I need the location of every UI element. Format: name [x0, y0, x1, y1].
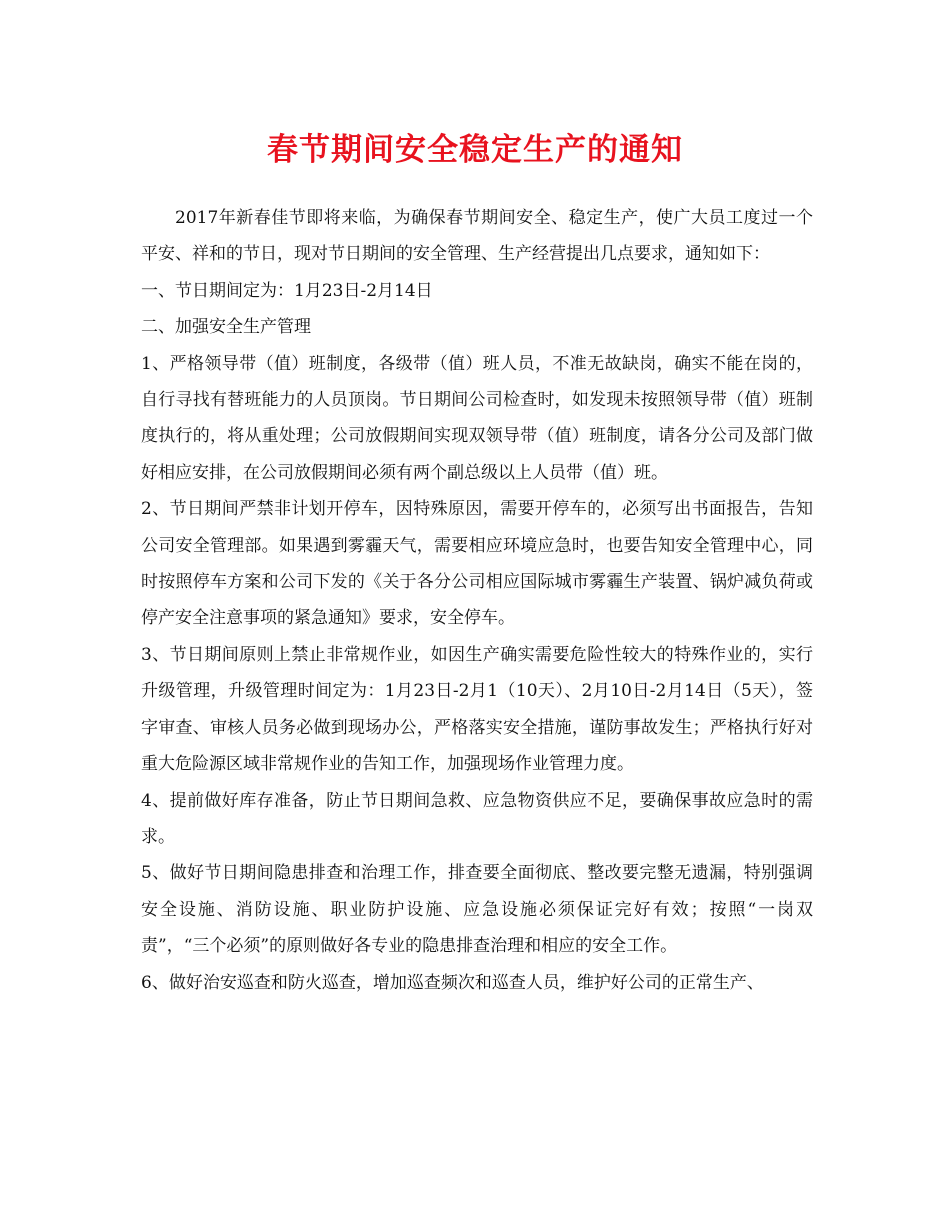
document-body [141, 200, 813, 1001]
item-2-shutdown-rules: 2、节日期间严禁非计划开停车，因特殊原因，需要开停车的，必须写出书面报告，告知公司安全管理部。如果遇到雾霾天气，需要相应环境应急时，也要告知安全管理中心，同时按照停车方案和公司下发的《关于各分公司相应国际城市雾霾生产装置、锅炉减负荷或停产安全注意事项的紧急通知》要求，安全停车。 [141, 499, 813, 629]
item-5-hazard-inspection: 5、做好节日期间隐患排查和治理工作，排查要全面彻底、整改要完整无遗漏，特别强调安全设施、消防设施、职业防护设施、应急设施必须保证完好有效；按照“一岗双责”，“三个必须”的原则做好各专业的隐患排查治理和相应的安全工作。 [141, 863, 813, 957]
section-holiday-period: 一、节日期间定为：1月23日-2月14日 [141, 280, 433, 301]
item-3-nonroutine-work: 3、节日期间原则上禁止非常规作业，如因生产确实需要危险性较大的特殊作业的，实行升级管理，升级管理时间定为：1月23日-2月1（10天）、2月10日-2月14日（5天），签字审查、审核人员务必做到现场办公，严格落实安全措施，谨防事故发生；严格执行好对重大危险源区域非常规作业的告知工作，加强现场作业管理力度。 [141, 644, 813, 775]
intro-paragraph: 2017年新春佳节即将来临，为确保春节期间安全、稳定生产，使广大员工度过一个平安、祥和的节日，现对节日期间的安全管理、生产经营提出几点要求，通知如下： [141, 208, 813, 265]
item-4-inventory: 4、提前做好库存准备，防止节日期间急救、应急物资供应不足，要确保事故应急时的需求。 [141, 790, 813, 847]
section-safety-management: 二、加强安全生产管理 [141, 317, 311, 338]
item-1-duty-system: 1、严格领导带（值）班制度，各级带（值）班人员，不准无故缺岗，确实不能在岗的，自行寻找有替班能力的人员顶岗。节日期间公司检查时，如发现未按照领导带（值）班制度执行的，将从重处理；公司放假期间实现双领导带（值）班制度，请各分公司及部门做好相应安排，在公司放假期间必须有两个副总级以上人员带（值）班。 [141, 353, 813, 483]
item-6-patrol: 6、做好治安巡查和防火巡查，增加巡查频次和巡查人员，维护好公司的正常生产、 [141, 972, 764, 993]
document-title: 春节期间安全稳定生产的通知 [267, 132, 683, 168]
